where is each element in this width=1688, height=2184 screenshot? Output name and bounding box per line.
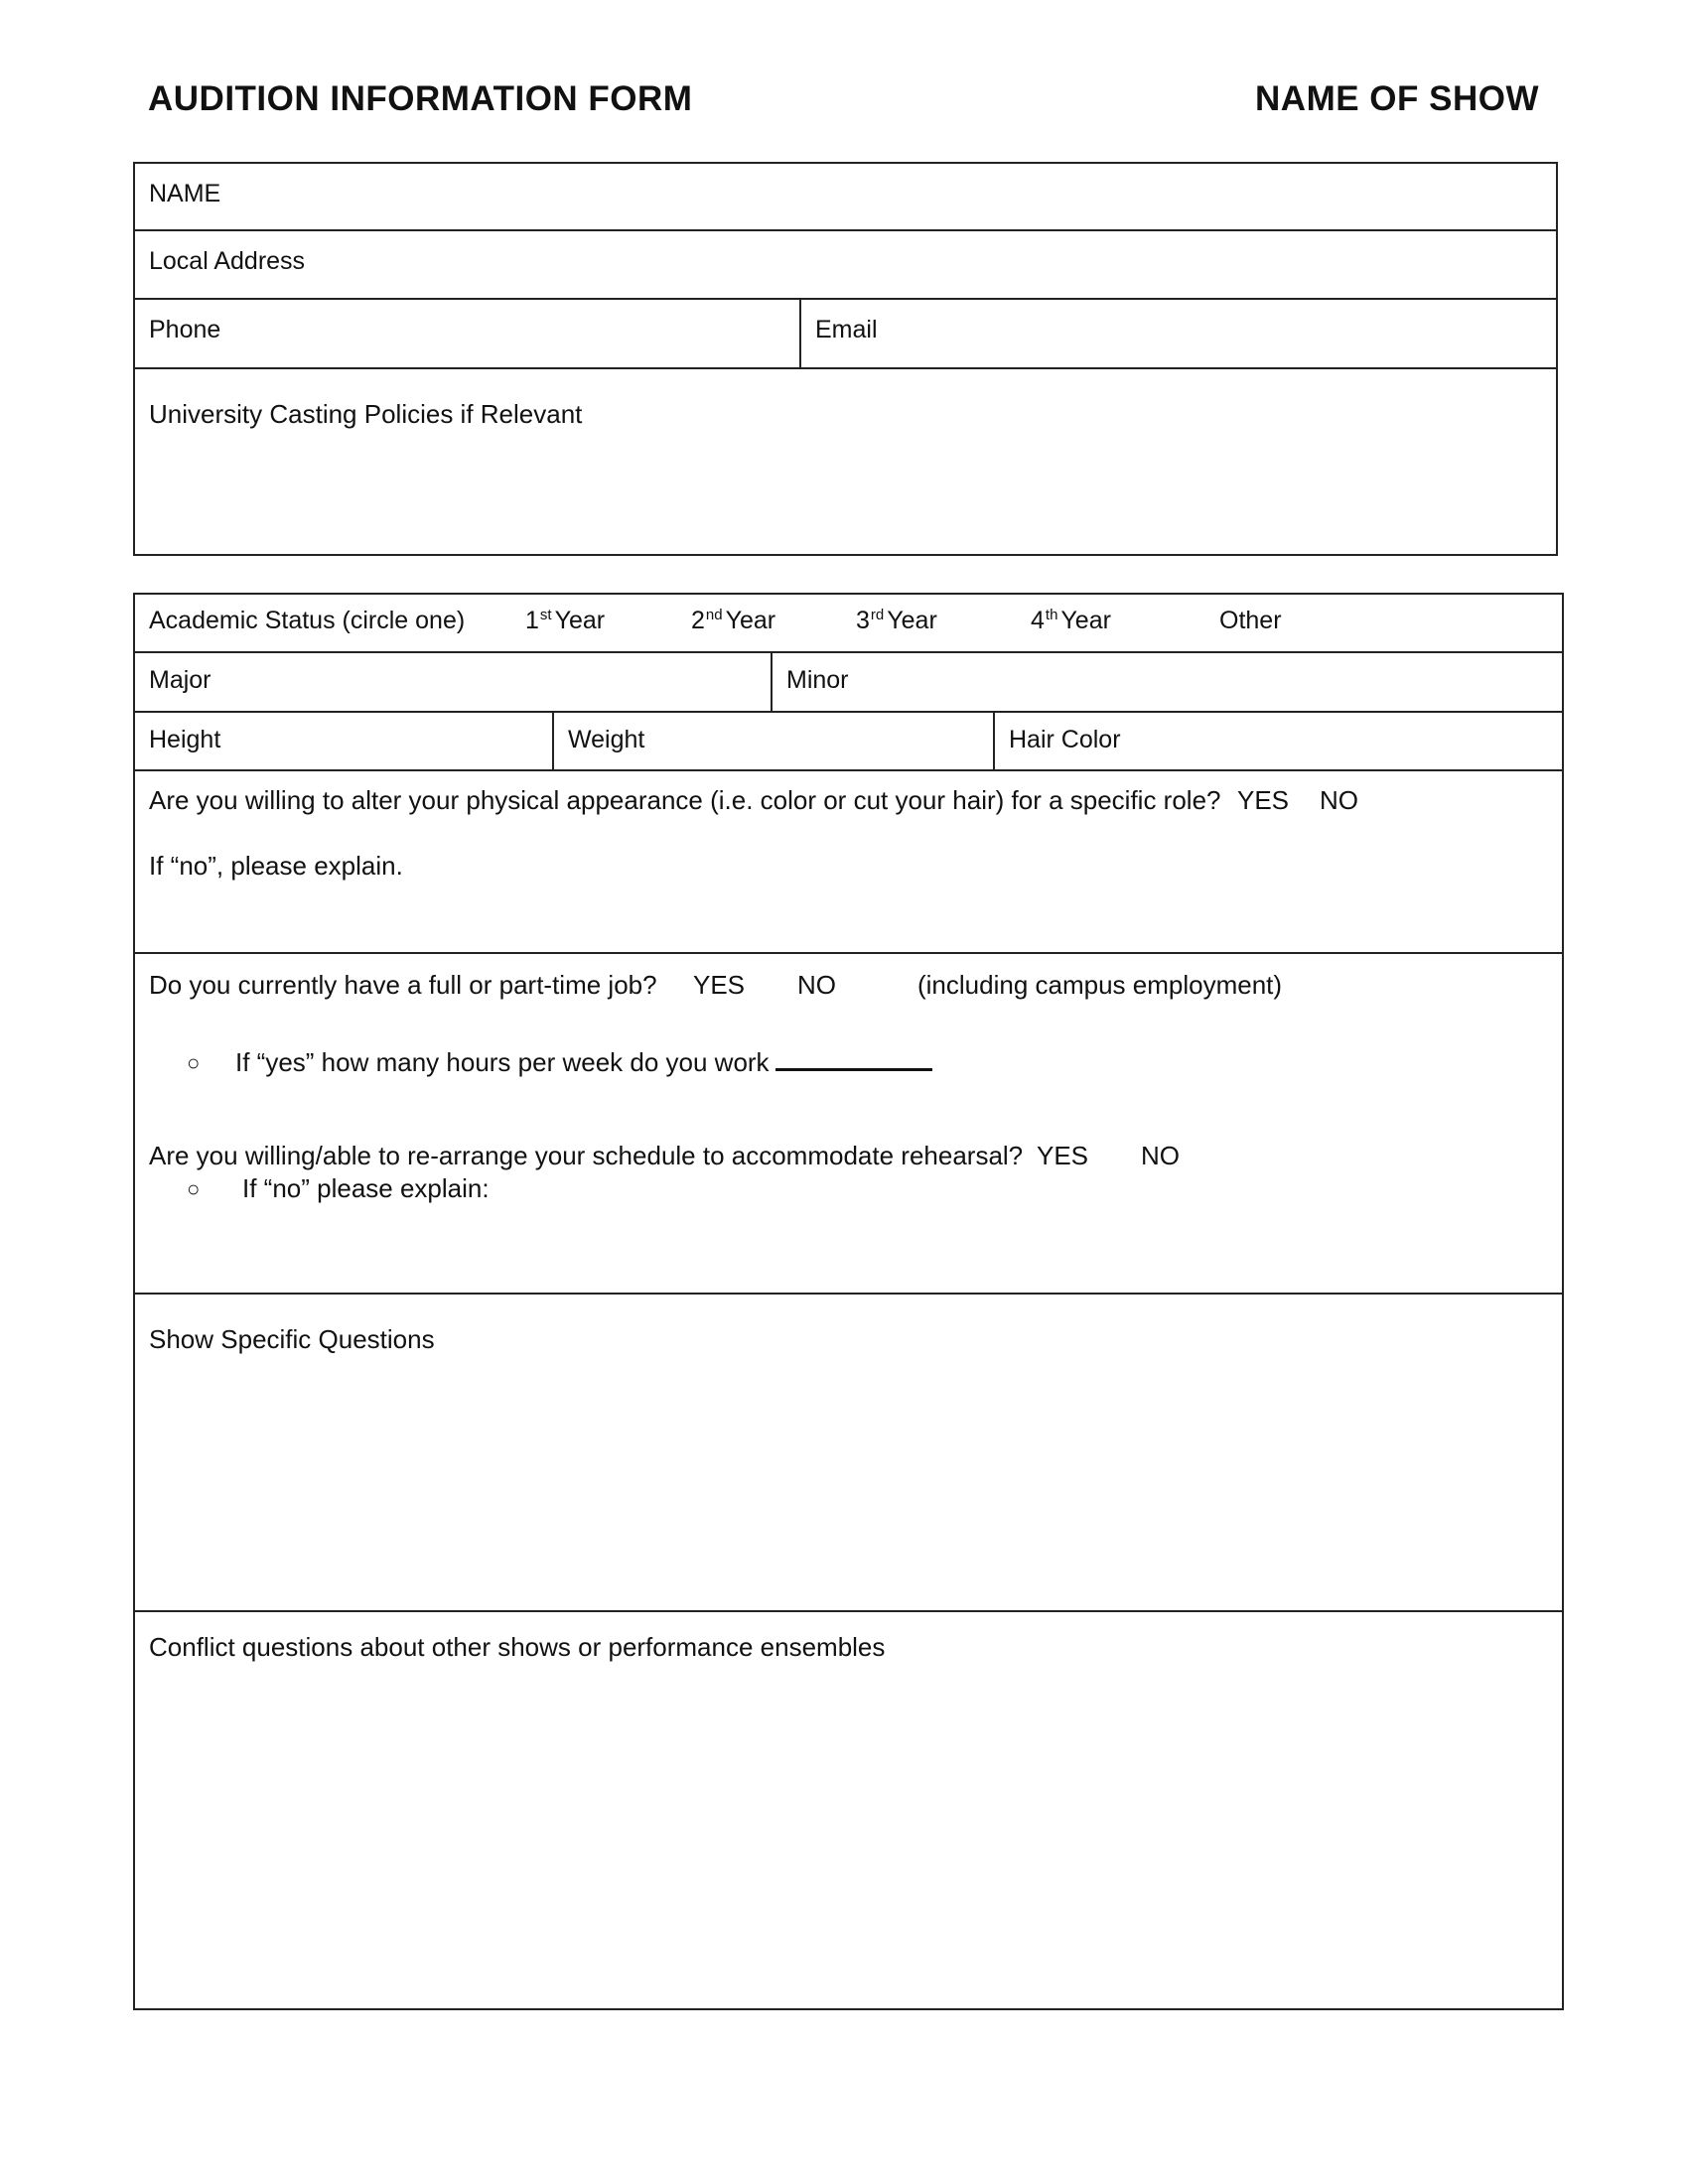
- form-title: AUDITION INFORMATION FORM: [148, 79, 693, 118]
- minor-label: Minor: [786, 666, 849, 694]
- major-minor-row: [135, 653, 1562, 713]
- height-field[interactable]: [135, 713, 552, 769]
- casting-policies-label: University Casting Policies if Relevant: [149, 399, 583, 429]
- year-2-num: 2: [691, 607, 705, 634]
- year-1-word: Year: [554, 607, 606, 634]
- major-field[interactable]: [135, 653, 771, 711]
- address-label: Local Address: [149, 247, 306, 275]
- appearance-no-option[interactable]: NO: [1320, 785, 1358, 815]
- academic-status-row: [135, 595, 1562, 653]
- contact-section: [133, 162, 1558, 556]
- phone-email-row: [135, 300, 1556, 369]
- hours-prompt: [235, 1047, 932, 1078]
- hair-color-label: Hair Color: [1009, 726, 1121, 753]
- year-3-suffix: rd: [870, 607, 885, 623]
- hours-prompt-text: If “yes” how many hours per week do you work: [235, 1047, 770, 1077]
- hours-blank-input[interactable]: [775, 1064, 932, 1071]
- appearance-yes-option[interactable]: YES: [1237, 785, 1290, 815]
- conflicts-label: Conflict questions about other shows or performance ensembles: [149, 1632, 886, 1662]
- year-option-2[interactable]: [691, 607, 775, 635]
- hours-bullet-icon: ○: [187, 1050, 201, 1075]
- conflicts-section[interactable]: [135, 1612, 1562, 2008]
- job-question: Do you currently have a full or part-time job?: [149, 970, 657, 1000]
- details-section: [133, 593, 1564, 2010]
- appearance-section: [135, 771, 1562, 954]
- show-specific-section[interactable]: [135, 1295, 1562, 1612]
- appearance-explain-prompt: If “no”, please explain.: [149, 851, 403, 881]
- name-row[interactable]: [135, 164, 1556, 231]
- year-3-word: Year: [887, 607, 937, 634]
- year-option-1[interactable]: [525, 607, 605, 635]
- show-specific-label: Show Specific Questions: [149, 1324, 435, 1354]
- phone-field[interactable]: [135, 300, 799, 367]
- schedule-explain-prompt: If “no” please explain:: [242, 1173, 490, 1203]
- height-label: Height: [149, 726, 221, 753]
- schedule-no-option[interactable]: NO: [1141, 1141, 1180, 1170]
- year-2-word: Year: [725, 607, 776, 634]
- academic-status-label: Academic Status (circle one): [149, 607, 466, 634]
- other-option[interactable]: Other: [1219, 607, 1282, 634]
- year-2-suffix: nd: [705, 607, 723, 623]
- phone-label: Phone: [149, 316, 221, 343]
- schedule-bullet-icon: ○: [187, 1176, 201, 1201]
- schedule-question: Are you willing/able to re-arrange your schedule to accommodate rehearsal?: [149, 1141, 1024, 1170]
- casting-policies-area[interactable]: [135, 369, 1556, 554]
- year-1-suffix: st: [539, 607, 552, 623]
- email-field[interactable]: [799, 300, 1556, 367]
- year-1-num: 1: [525, 607, 539, 634]
- job-no-option[interactable]: NO: [797, 970, 836, 1000]
- physical-row: [135, 713, 1562, 771]
- hair-color-field[interactable]: [993, 713, 1562, 769]
- year-4-num: 4: [1031, 607, 1045, 634]
- year-4-suffix: th: [1045, 607, 1058, 623]
- major-label: Major: [149, 666, 211, 694]
- year-option-3[interactable]: [856, 607, 937, 635]
- appearance-question: Are you willing to alter your physical appearance (i.e. color or cut your hair) for a specific role?: [149, 785, 1221, 815]
- job-yes-option[interactable]: YES: [693, 970, 746, 1000]
- year-3-num: 3: [856, 607, 870, 634]
- minor-field[interactable]: [771, 653, 1562, 711]
- name-label: NAME: [149, 180, 221, 207]
- job-note: (including campus employment): [917, 970, 1283, 1000]
- weight-label: Weight: [568, 726, 645, 753]
- address-row[interactable]: [135, 231, 1556, 300]
- year-4-word: Year: [1060, 607, 1111, 634]
- employment-section: [135, 954, 1562, 1295]
- schedule-yes-option[interactable]: YES: [1037, 1141, 1089, 1170]
- weight-field[interactable]: [552, 713, 993, 769]
- year-option-4[interactable]: [1031, 607, 1111, 635]
- show-name-heading: NAME OF SHOW: [1255, 79, 1539, 118]
- email-label: Email: [815, 316, 878, 343]
